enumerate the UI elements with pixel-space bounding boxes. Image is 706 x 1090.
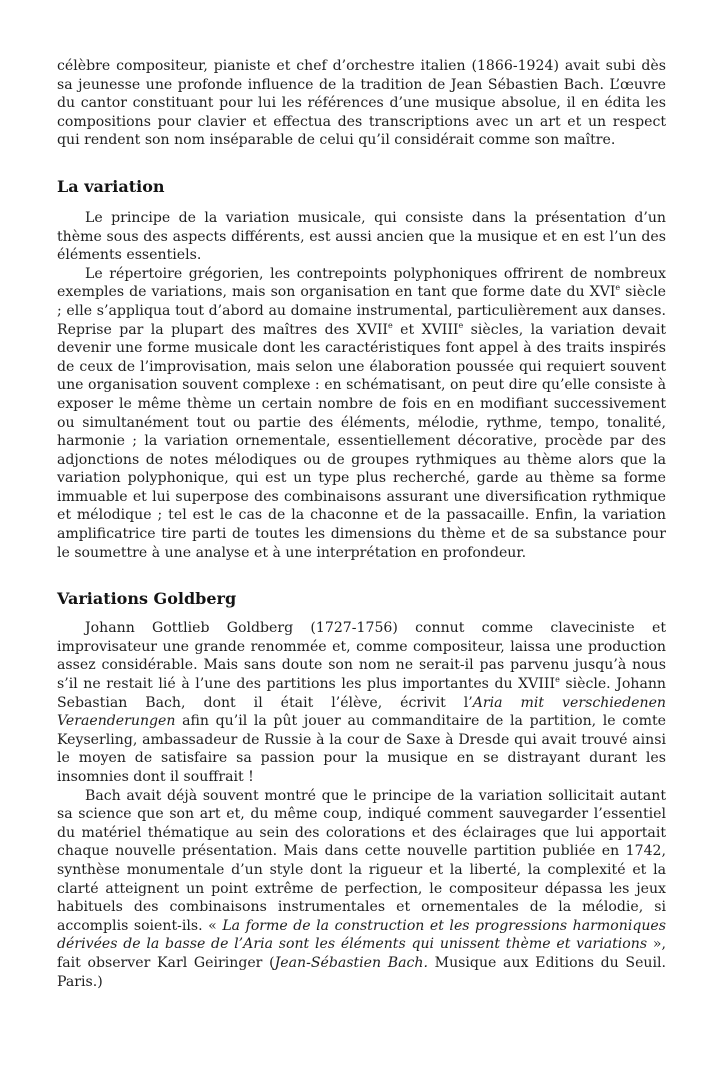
goldberg-paragraph-1 [57,619,666,786]
variation-paragraph-1: Le principe de la variation musicale, qui consiste dans la présentation d’un thème sous des aspects différents, est aussi ancien que la musique et en est l’un des éléments essentiels. [57,209,666,264]
superscript: e [388,320,393,330]
italic-quote: La forme de la construction et les progressions harmoniques dérivées de la basse de l’Aria sont les éléments qui unissent thème et variations [57,917,666,953]
document-page [57,57,666,991]
heading-variations-goldberg: Variations Goldberg [57,589,237,609]
intro-paragraph: célèbre compositeur, pianiste et chef d’orchestre italien (1866-1924) avait subi dès sa jeunesse une profonde influence de la tradition de Jean Sébastien Bach. L’œuvre du cantor constituant pour lui les références d’une musique absolue, il en édita les compositions pour clavier et effectua des transcriptions avec un art et un respect qui rendent son nom inséparable de celui qu’il considérait comme son maître. [57,58,666,149]
text-run: Musique aux Editions du Seuil. Paris.) [57,954,666,990]
text-run: Johann Gottlieb Goldberg (1727-1756) connut comme claveciniste et improvisateur une grande renommée et, comme compositeur, laissa une production assez considérable. Mais sans doute son nom ne serait-il pas parvenu jusqu’à nous s’il ne restait lié à l’une des partitions les plus importantes du XVIII [57,620,666,693]
italic-book-title: Jean-Sébastien Bach. [274,954,428,971]
heading-la-variation: La variation [57,176,165,196]
text-run: afin qu’il la pût jouer au commanditaire de la partition, le comte Keyserling, ambassadeur de Russie à la cour de Saxe à Dresde qui avait trouvé ainsi le moyen de satisfaire sa passion pour la musique en se distrayant durant les insomnies dont il souffrait ! [57,713,666,785]
superscript: e [458,320,464,330]
goldberg-paragraph-2 [57,787,666,992]
text-run: et XVIII [392,321,459,338]
text-run: Bach avait déjà souvent montré que le principe de la variation sollicitait autant sa science que son art et, du même coup, indiqué comment sauvegarder l’essentiel du matériel thématique au sein des colorations et des éclairages que lui apportait chaque nouvelle présentation. Mais dans cette nouvelle partition publiée en 1742, synthèse monumentale d’un style dont la rigueur et la liberté, la complexité et la clarté atteignent un point extrême de perfection, le compositeur dépassa les jeux habituels des combinaisons instrumentales et ornementales de la mélodie, si accomplis soient-ils. « [57,787,666,934]
text-run: siècle ; elle s’appliqua tout d’abord au domaine instrumental, particulièrement aux danses. Reprise par la plupart des maîtres des XVII [57,284,666,338]
text-run: siècle. Johann Sebastian Bach, dont il était l’élève, écrivit l’ [57,676,666,711]
text-run: siècles, la variation devait devenir une forme musicale dont les caractéristiques font appel à des traits inspirés de ceux de l’improvisation, mais selon une élaboration poussée qui requiert souvent une organisation souvent complexe : en schématisant, on peut dire qu’elle consiste à exposer le même thème un certain nombre de fois en en modifiant successivement ou simultanément tout ou partie des éléments, mélodie, rythme, tempo, tonalité, harmonie ; la variation ornementale, essentiellement décorative, procède par des adjonctions de notes mélodiques ou de groupes rythmiques au thème alors que la variation polyphonique, qui est un type plus recherché, garde au thème sa forme immuable et lui superpose des combinaisons assurant une diversification rythmique et mélodique ; tel est le cas de la chaconne et de la passacaille. Enfin, la variation amplificatrice tire parti de toutes les dimensions du thème et de sa substance pour le soumettre à une analyse et à une interprétation en profondeur. [57,321,666,561]
superscript: e [615,283,621,293]
italic-title: Aria mit verschiedenen Veraenderungen [57,694,666,730]
superscript: e [555,675,560,685]
text-run: Le répertoire grégorien, les contrepoints polyphoniques offrirent de nombreux exemples de variations, mais son organisation en tant que forme date du XVI [57,265,666,301]
variation-paragraph-2 [57,265,666,563]
text-run: », fait observer Karl Geiringer ( [57,936,666,971]
